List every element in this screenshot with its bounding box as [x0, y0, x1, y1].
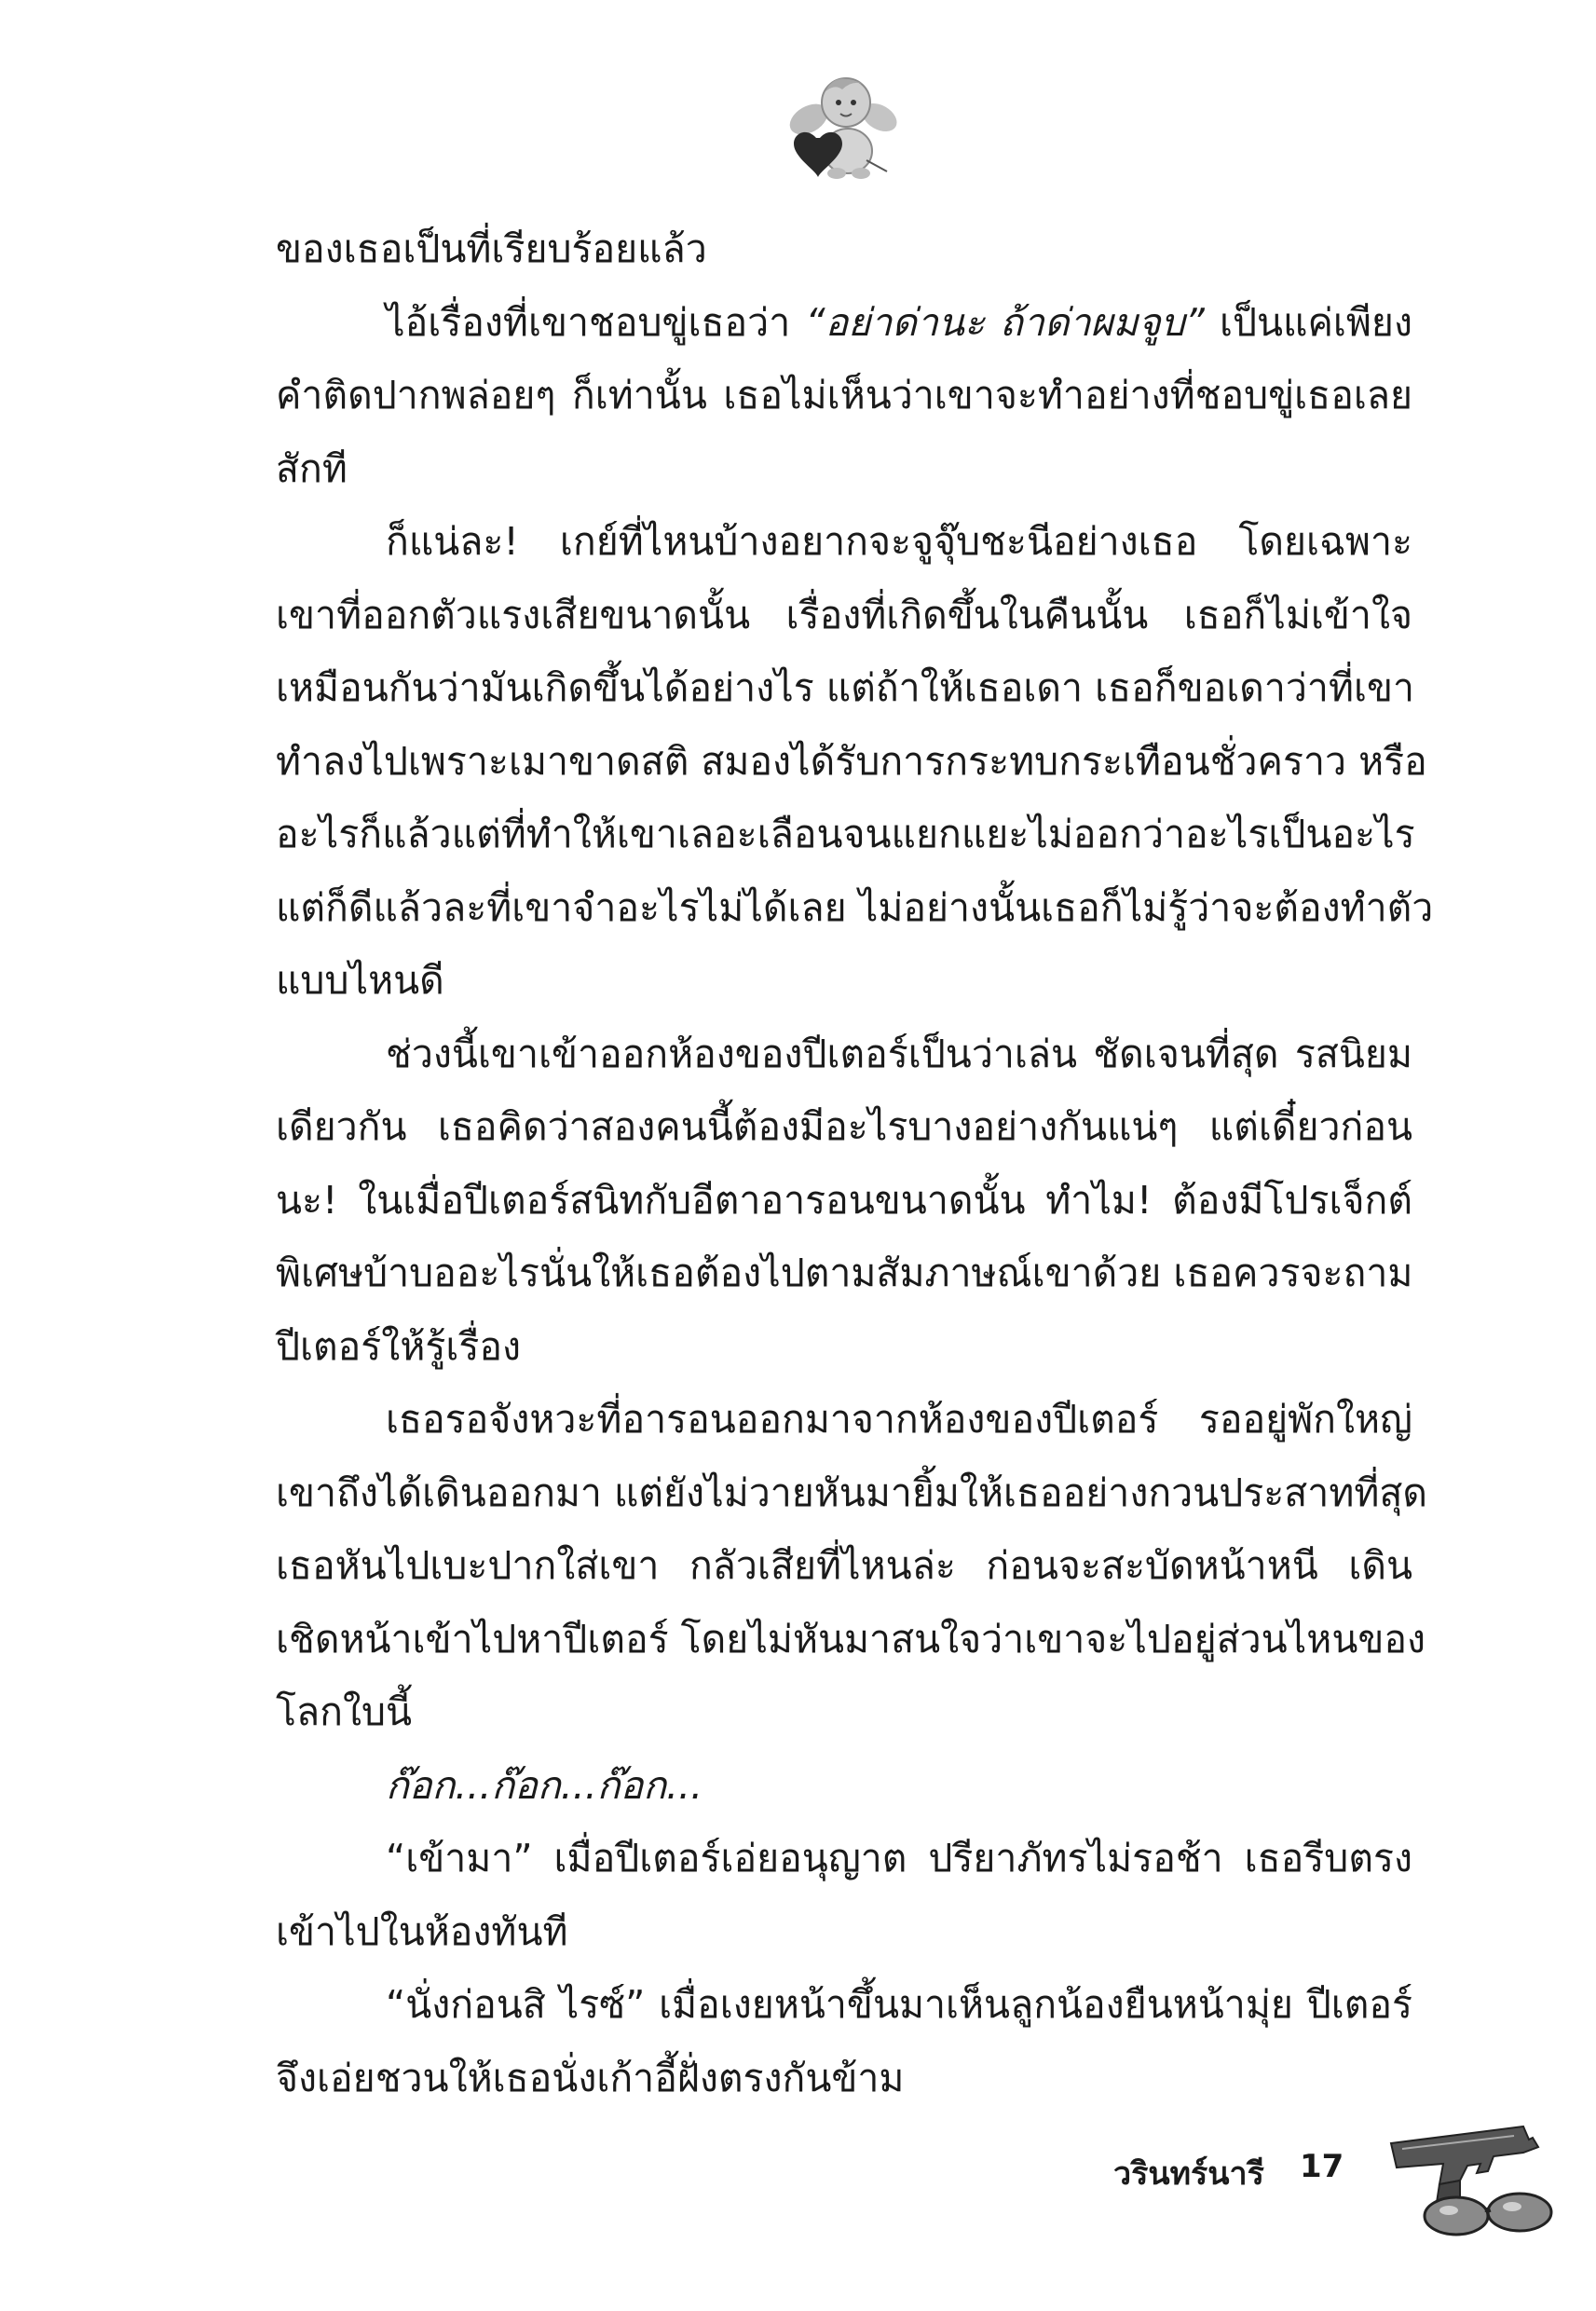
text-line: เธอรอจังหวะที่อารอนออกมาจากห้องของปีเตอร์ รออยู่พักใหญ่ [386, 1397, 1412, 1442]
text-line: เข้าไปในห้องทันที [276, 1908, 568, 1954]
text-line: จึงเอ่ยชวนให้เธอนั่งเก้าอี้ฝั่งตรงกันข้าม [276, 2055, 905, 2100]
text-line: อะไรก็แล้วแต่ที่ทำให้เขาเลอะเลือนจนแยกแยะไม่ออกว่าอะไรเป็นอะไร [276, 812, 1415, 856]
text-line: ช่วงนี้เขาเข้าออกห้องของปีเตอร์เป็นว่าเล่น ชัดเจนที่สุด รสนิยม [386, 1031, 1412, 1076]
text-line: คำติดปากพล่อยๆ ก็เท่านั้น เธอไม่เห็นว่าเขาจะทำอย่างที่ชอบขู่เธอเลย [276, 373, 1412, 417]
text-line: ทำลงไปเพราะเมาขาดสติ สมองได้รับการกระทบกระเทือนชั่วคราว หรือ [276, 738, 1427, 784]
book-title: วรินทร์นารี [1113, 2155, 1264, 2193]
text-line: เดียวกัน เธอคิดว่าสองคนนี้ต้องมีอะไรบางอย่างกันแน่ๆ แต่เดี๋ยวก่อน [276, 1104, 1412, 1149]
text-line: “เข้ามา” เมื่อปีเตอร์เอ่ยอนุญาต ปรียาภัทรไม่รอช้า เธอรีบตรง [386, 1836, 1412, 1880]
page-number: 17 [1300, 2148, 1344, 2185]
text-line: แบบไหนดี [276, 958, 444, 1003]
text-line: เขาที่ออกตัวแรงเสียขนาดนั้น เรื่องที่เกิดขึ้นในคืนนั้น เธอก็ไม่เข้าใจ [276, 592, 1412, 637]
text-line: แต่ก็ดีแล้วละที่เขาจำอะไรไม่ได้เลย ไม่อย่างนั้นเธอก็ไม่รู้ว่าจะต้องทำตัว [276, 884, 1434, 930]
text-line: เธอหันไปเบะปากใส่เขา กลัวเสียที่ไหนล่ะ ก่อนจะสะบัดหน้าหนี เดิน [276, 1543, 1412, 1588]
text-line: ของเธอเป็นที่เรียบร้อยแล้ว [276, 226, 707, 271]
text-line: ก็แน่ละ! เกย์ที่ไหนบ้างอยากจะจูจุ๊บชะนีอย่างเธอ โดยเฉพาะ [386, 519, 1412, 564]
text-line: นะ! ในเมื่อปีเตอร์สนิทกับอีตาอารอนขนาดนั้น ทำไม! ต้องมีโปรเจ็กต์ [276, 1177, 1412, 1223]
text-line: ปีเตอร์ให้รู้เรื่อง [276, 1323, 522, 1369]
text-line: ก๊อก...ก๊อก...ก๊อก... [386, 1762, 703, 1808]
text-line [276, 286, 1412, 360]
text-line: เหมือนกันว่ามันเกิดขึ้นได้อย่างไร แต่ถ้าให้เธอเดา เธอก็ขอเดาว่าที่เขา [276, 665, 1415, 710]
cupid-heart-icon [788, 71, 900, 181]
pistol-sunglasses-icon [1384, 2115, 1561, 2246]
text-line: เชิดหน้าเข้าไปหาปีเตอร์ โดยไม่หันมาสนใจว่าเขาจะไปอยู่ส่วนไหนของ [276, 1616, 1426, 1661]
text-segment: เป็นแค่เพียง [1204, 299, 1412, 345]
text-line: สักที [276, 445, 348, 491]
text-line: พิเศษบ้าบออะไรนั่นให้เธอต้องไปตามสัมภาษณ์เขาด้วย เธอควรจะถาม [276, 1251, 1413, 1295]
text-line: เขาถึงได้เดินออกมา แต่ยังไม่วายหันมายิ้มให้เธออย่างกวนประสาทที่สุด [276, 1470, 1428, 1515]
text-segment: ไอ้เรื่องที่เขาชอบขู่เธอว่า [386, 299, 806, 345]
text-line: โลกใบนี้ [276, 1689, 413, 1734]
quoted-phrase: “อย่าด่านะ ถ้าด่าผมจูบ” [805, 299, 1205, 345]
body-text [276, 212, 1434, 2114]
text-line: “นั่งก่อนสิ ไรซ์” เมื่อเงยหน้าขึ้นมาเห็นลูกน้องยืนหน้ามุ่ย ปีเตอร์ [386, 1982, 1412, 2027]
